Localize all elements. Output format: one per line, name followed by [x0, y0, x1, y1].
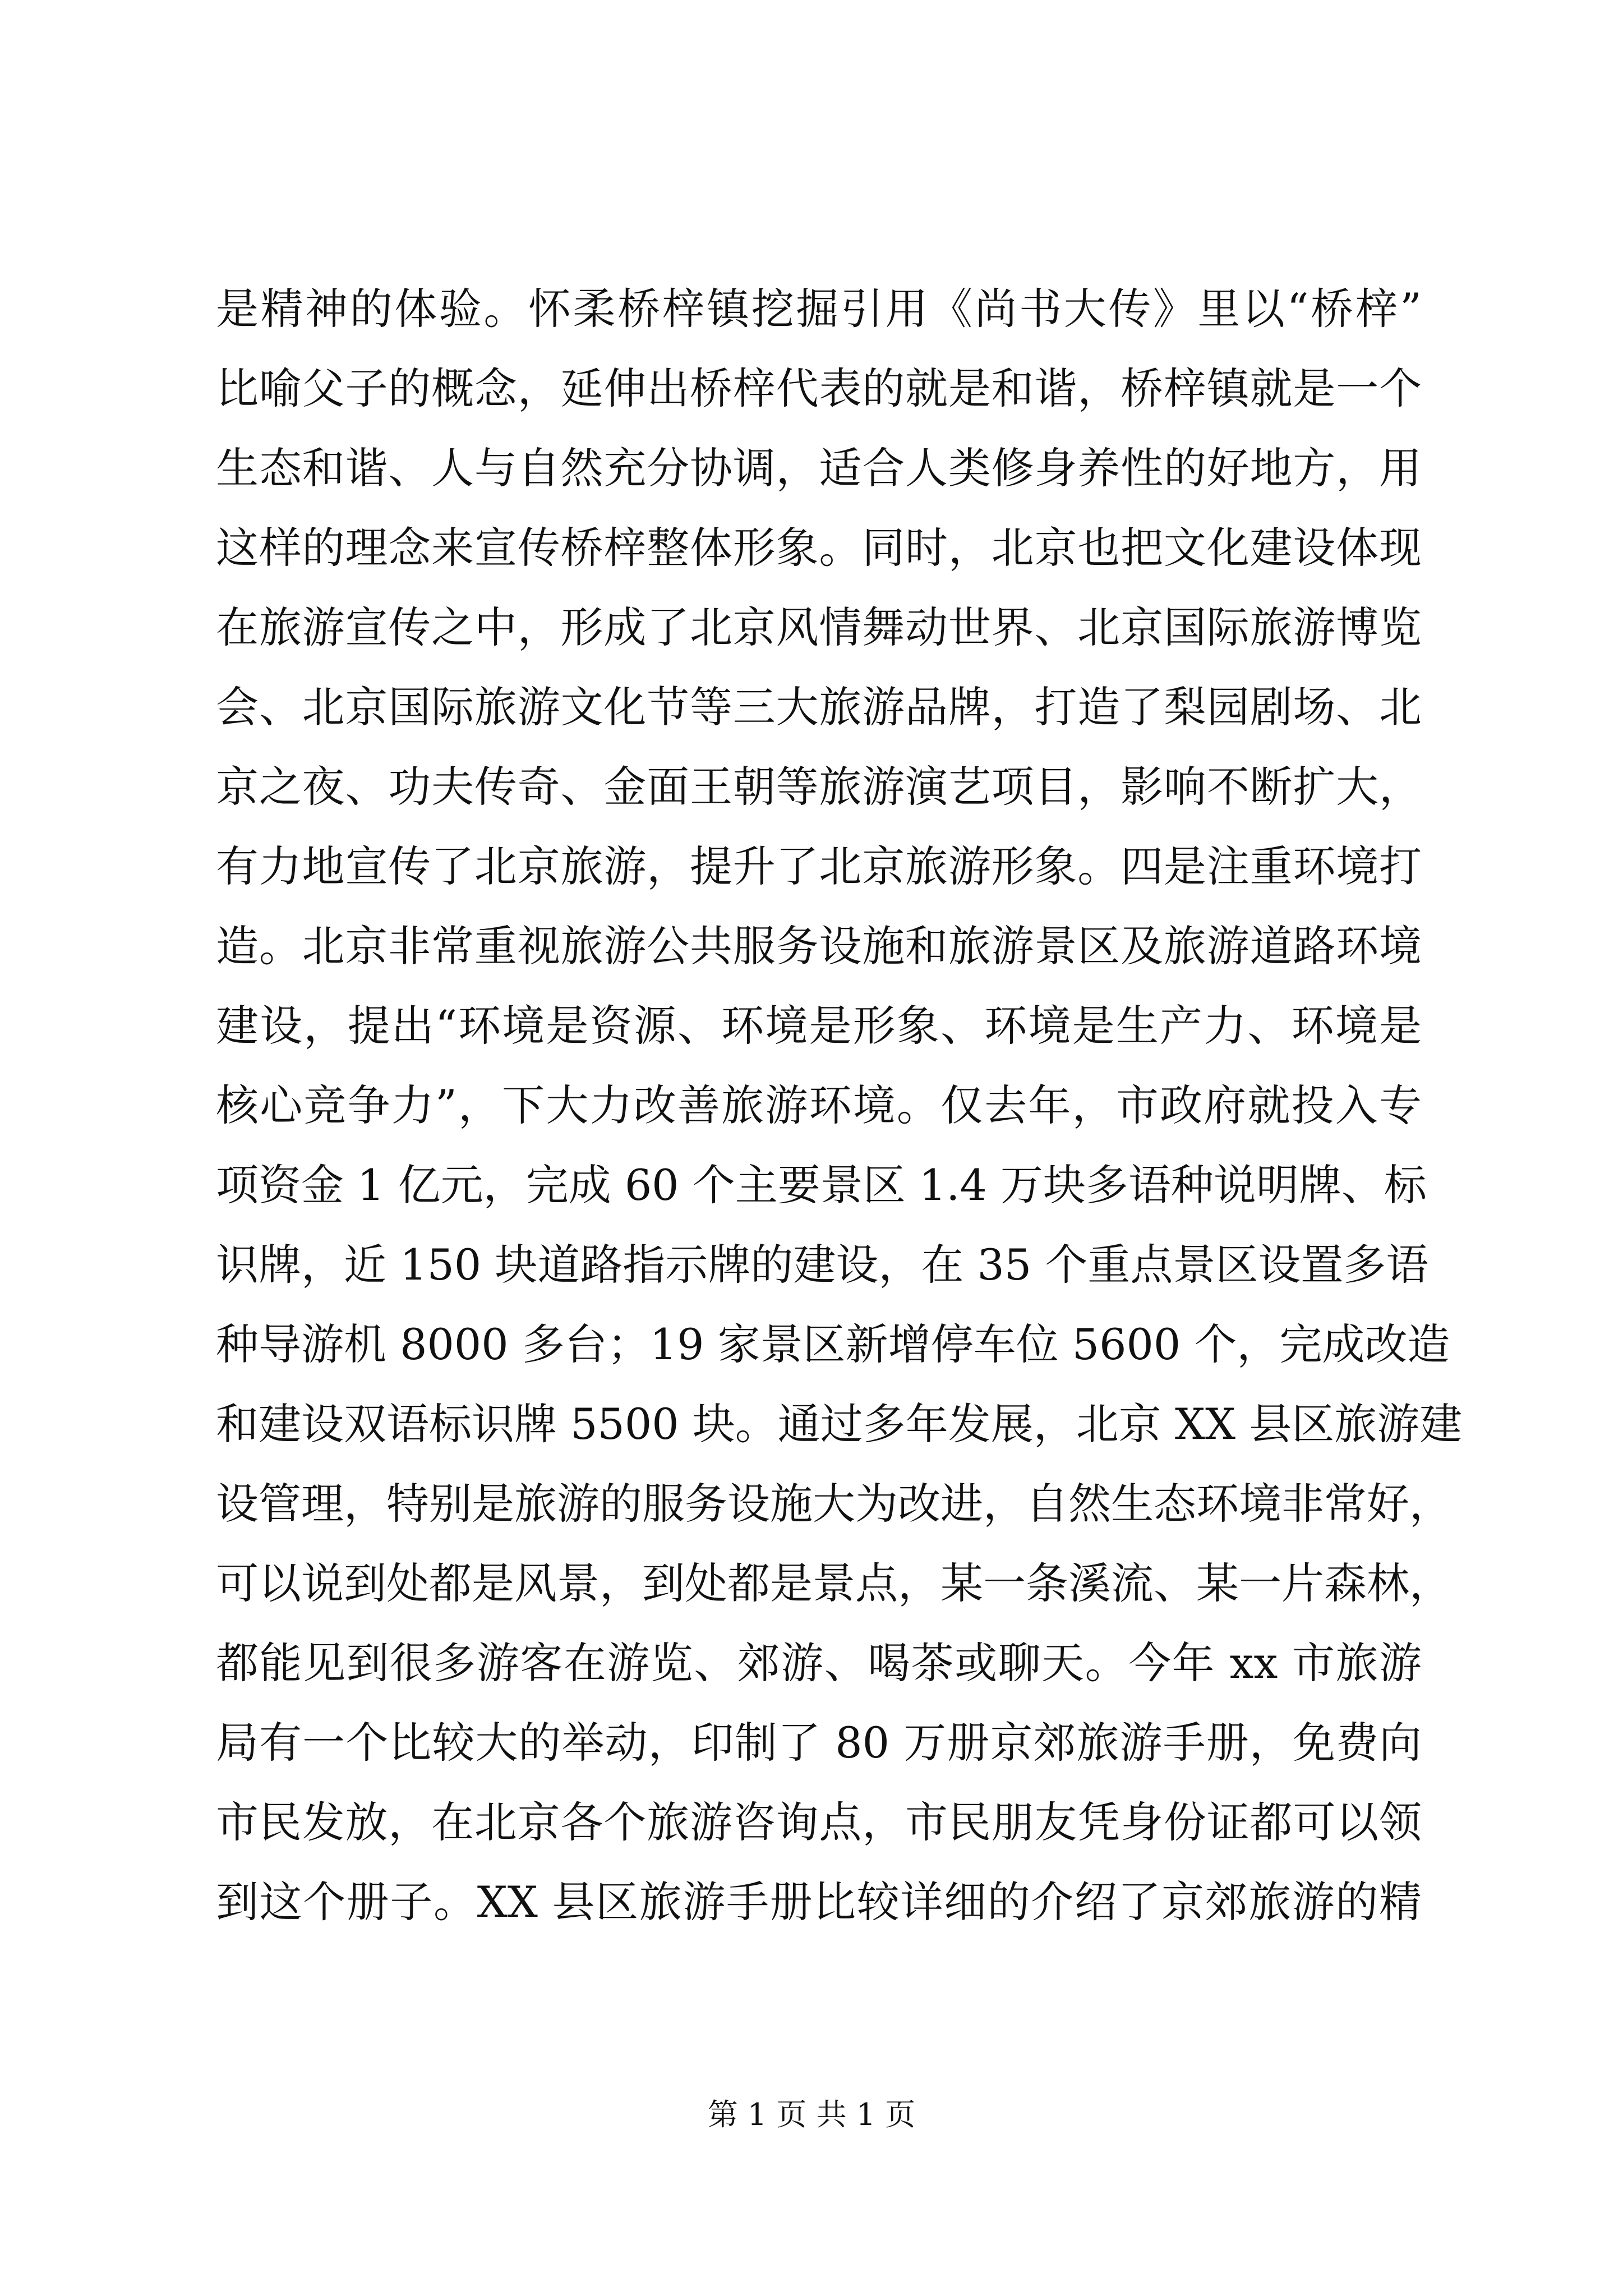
text-line: 核心竞争力”，下大力改善旅游环境。仅去年，市政府就投入专: [216, 1080, 1422, 1130]
text-line: 识牌，近 150 块道路指示牌的建设，在 35 个重点景区设置多语: [216, 1240, 1429, 1290]
text-line: 是精神的体验。怀柔桥梓镇挖掘引用《尚书大传》里以“桥梓”: [216, 284, 1422, 334]
text-line: 都能见到很多游客在游览、郊游、喝茶或聊天。今年 xx 市旅游: [216, 1638, 1422, 1688]
text-line: 京之夜、功夫传奇、金面王朝等旅游演艺项目，影响不断扩大，: [216, 762, 1422, 812]
body-text: [216, 269, 1463, 1942]
text-line: 设管理，特别是旅游的服务设施大为改进，自然生态环境非常好，: [216, 1479, 1452, 1529]
text-line: 市民发放，在北京各个旅游咨询点，市民朋友凭身份证都可以领: [216, 1797, 1422, 1847]
text-line: 这样的理念来宣传桥梓整体形象。同时，北京也把文化建设体现: [216, 523, 1422, 573]
text-line: 项资金 1 亿元，完成 60 个主要景区 1.4 万块多语种说明牌、标: [216, 1160, 1427, 1210]
text-line: 有力地宣传了北京旅游，提升了北京旅游形象。四是注重环境打: [216, 841, 1422, 891]
text-line: 种导游机 8000 多台；19 家景区新增停车位 5600 个，完成改造: [216, 1319, 1450, 1369]
text-line: 局有一个比较大的举动，印制了 80 万册京郊旅游手册，免费向: [216, 1718, 1422, 1768]
text-line: 可以说到处都是风景，到处都是景点，某一条溪流、某一片森林，: [216, 1558, 1452, 1608]
page-footer: 第 1 页 共 1 页: [707, 2097, 916, 2132]
text-line: 在旅游宣传之中，形成了北京风情舞动世界、北京国际旅游博览: [216, 602, 1422, 652]
text-line: 比喻父子的概念，延伸出桥梓代表的就是和谐，桥梓镇就是一个: [216, 364, 1422, 413]
text-line: 造。北京非常重视旅游公共服务设施和旅游景区及旅游道路环境: [216, 921, 1422, 971]
text-line: 建设，提出“环境是资源、环境是形象、环境是生产力、环境是: [216, 1001, 1422, 1051]
text-line: 生态和谐、人与自然充分协调，适合人类修身养性的好地方，用: [216, 443, 1422, 493]
text-line: 会、北京国际旅游文化节等三大旅游品牌，打造了梨园剧场、北: [216, 682, 1422, 732]
text-line: 和建设双语标识牌 5500 块。通过多年发展，北京 XX 县区旅游建: [216, 1399, 1463, 1449]
text-line: 到这个册子。XX 县区旅游手册比较详细的介绍了京郊旅游的精: [216, 1877, 1422, 1927]
